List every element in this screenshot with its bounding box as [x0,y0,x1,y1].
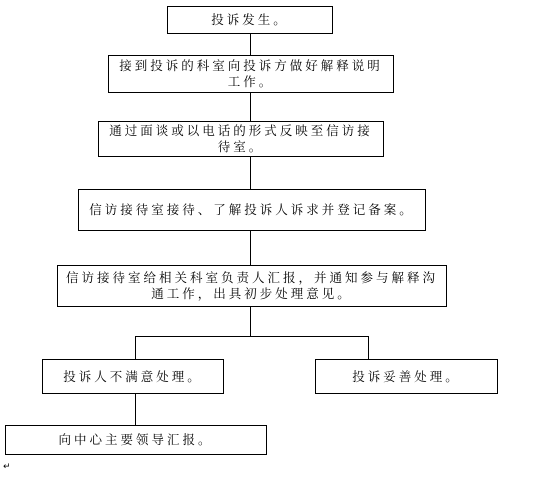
step-report-to-reception-label: 通过面谈或以电话的形式反映至信访接待室。 [109,123,373,154]
branch-unsatisfied [42,359,224,394]
connector-1-2 [250,33,251,56]
step-reception-records-label: 信访接待室接待、了解投诉人诉求并登记备案。 [89,202,415,217]
step-report-to-leadership [5,425,267,455]
step-department-explains [108,55,394,93]
connector-3-4 [250,156,251,190]
connector-2-3 [250,92,251,122]
split-horizontal [135,336,369,337]
step-report-to-reception [98,121,384,157]
step-department-explains-label: 接到投诉的科室向投诉方做好解释说明工作。 [119,58,383,89]
step-report-to-department-head-label: 信访接待室给相关科室负责人汇报，并通知参与解释沟通工作，出具初步处理意见。 [65,270,438,301]
step-complaint-occurs-label: 投诉发生。 [211,12,289,27]
connector-5-split [250,306,251,336]
split-right-drop [368,336,369,360]
connector-4-5 [250,230,251,266]
connector-left-final [135,393,136,426]
step-report-to-leadership-label: 向中心主要领导汇报。 [58,432,214,447]
branch-resolved-label: 投诉妥善处理。 [352,368,461,384]
branch-resolved [315,359,498,394]
branch-unsatisfied-label: 投诉人不满意处理。 [63,368,203,384]
paragraph-mark: ↵ [3,462,11,472]
split-left-drop [135,336,136,360]
step-reception-records [78,189,426,231]
step-complaint-occurs [167,6,333,34]
step-report-to-department-head [57,265,447,307]
